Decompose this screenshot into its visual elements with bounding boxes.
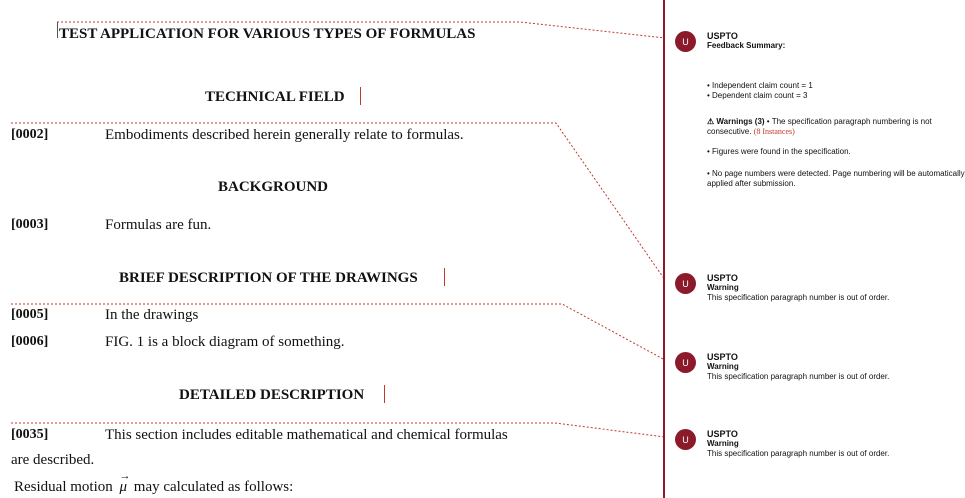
user-avatar-icon: U: [675, 31, 696, 52]
list-item: • Dependent claim count = 3: [707, 91, 808, 100]
comment-author: USPTO: [707, 429, 738, 439]
paragraph-text: Embodiments described herein generally relate to formulas.: [105, 127, 464, 143]
paragraph-number: [0005]: [11, 307, 49, 322]
warnings-label: Warnings (3): [716, 117, 765, 126]
page-number-note: • No page numbers were detected. Page numbering will be automatically applied after submission.: [707, 169, 965, 188]
user-avatar-icon: U: [675, 273, 696, 294]
comment-title: Warning: [707, 362, 739, 371]
heading-background: BACKGROUND: [218, 179, 329, 195]
paragraph-number: [0006]: [11, 334, 49, 349]
user-avatar-icon: U: [675, 429, 696, 450]
comment-author: USPTO: [707, 352, 738, 362]
comment-body: [707, 352, 965, 382]
paragraph-text: In the drawings: [105, 307, 199, 323]
figures-note: • Figures were found in the specification.: [707, 147, 851, 156]
comment-body: [707, 273, 965, 303]
formula-text: Residual motion: [14, 479, 113, 495]
comment-body: [707, 31, 965, 189]
warnings-block: ⚠ Warnings (3) • The specification paragraph numbering is not consecutive. (8 Instances): [707, 117, 932, 136]
comment-text: This specification paragraph number is out of order.: [707, 293, 890, 302]
comment-author: USPTO: [707, 31, 738, 41]
comment-caret: [384, 385, 385, 403]
comment-title: Warning: [707, 439, 739, 448]
comment-title: Feedback Summary:: [707, 41, 786, 50]
comment-rail: [663, 0, 665, 498]
paragraph-number: [0003]: [11, 217, 49, 232]
comment-caret: [360, 87, 361, 105]
paragraph-text: This section includes editable mathematical and chemical formulas: [105, 427, 508, 443]
formula-line: [14, 470, 294, 496]
document-title: TEST APPLICATION FOR VARIOUS TYPES OF FORMULAS: [59, 26, 476, 42]
comment-body: [707, 429, 965, 459]
warning-triangle-icon: ⚠: [707, 117, 715, 126]
comment-text: This specification paragraph number is out of order.: [707, 372, 890, 381]
list-item: • Independent claim count = 1: [707, 81, 813, 90]
comment-caret: [444, 268, 445, 286]
paragraph-text: Formulas are fun.: [105, 217, 212, 233]
paragraph-number: [0002]: [11, 127, 49, 142]
comment-text: This specification paragraph number is out of order.: [707, 449, 890, 458]
feedback-list: [707, 81, 965, 101]
warnings-instances[interactable]: (8 Instances): [753, 127, 795, 136]
title-anchor: [57, 22, 58, 38]
vector-symbol: → μ: [119, 470, 131, 495]
user-avatar-icon: U: [675, 352, 696, 373]
paragraph-number: [0035]: [11, 427, 49, 442]
heading-brief-description: BRIEF DESCRIPTION OF THE DRAWINGS: [119, 270, 418, 286]
warnings-text: The specification paragraph numbering is not consecutive.: [707, 117, 932, 136]
heading-detailed-description: DETAILED DESCRIPTION: [179, 387, 365, 403]
heading-technical-field: TECHNICAL FIELD: [205, 89, 345, 105]
paragraph-continuation: are described.: [11, 452, 95, 468]
formula-text: may calculated as follows:: [133, 479, 294, 495]
comment-title: Warning: [707, 283, 739, 292]
paragraph-text: FIG. 1 is a block diagram of something.: [105, 334, 345, 350]
comment-author: USPTO: [707, 273, 738, 283]
